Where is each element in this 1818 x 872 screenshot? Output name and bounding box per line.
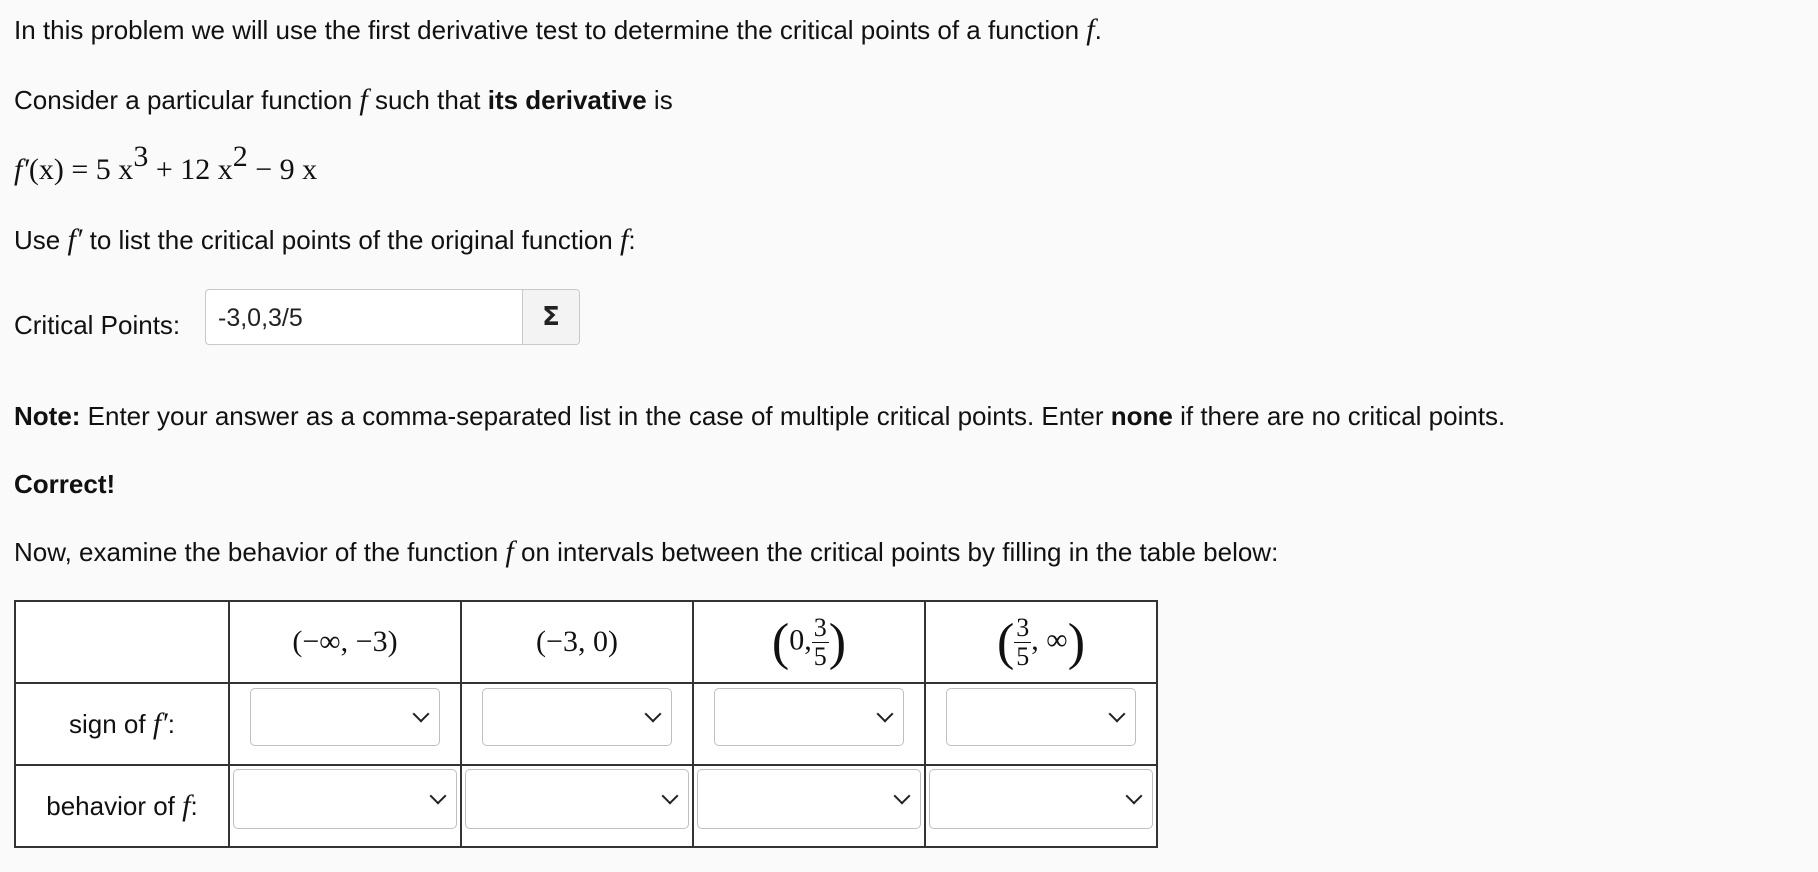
fraction-numerator: 3	[813, 612, 827, 642]
chevron-down-icon	[877, 706, 894, 723]
behavior-cell-1	[229, 765, 461, 847]
fraction	[812, 614, 829, 671]
formula-exponent: 2	[232, 140, 248, 173]
sign-select-3[interactable]	[714, 688, 904, 746]
math-f: f	[359, 83, 368, 116]
sign-cell-2	[461, 683, 693, 765]
intro-paragraph-1	[14, 14, 1102, 46]
math-fprime: f′	[14, 153, 29, 186]
behavior-select-4[interactable]	[929, 769, 1153, 829]
math-f: f	[619, 223, 629, 256]
interval-left: 0,	[789, 622, 812, 656]
fraction	[1014, 614, 1031, 671]
intro-paragraph-3	[14, 224, 636, 256]
paren-open: (	[771, 613, 790, 671]
formula-exponent: 3	[133, 140, 149, 173]
row-label-sign	[15, 683, 229, 765]
interval-header-2: (−3, 0)	[461, 601, 693, 683]
chevron-down-icon	[662, 788, 679, 805]
note-text: Enter your answer as a comma-separated list in the case of multiple critical points. Enter	[80, 401, 1111, 431]
note-label: Note:	[14, 401, 81, 431]
intro-text-end: .	[1094, 15, 1102, 45]
intro-text-end: is	[646, 85, 673, 115]
fraction-numerator: 3	[1016, 612, 1030, 642]
intro-text: Consider a particular function	[14, 85, 360, 115]
sign-cell-1	[229, 683, 461, 765]
table-header-row	[15, 601, 1157, 683]
math-f: f	[182, 789, 191, 822]
intro-bold: its derivative	[487, 85, 647, 115]
paren-close: )	[828, 613, 847, 671]
interval-header-4	[925, 601, 1157, 683]
behavior-cell-2	[461, 765, 693, 847]
row-label-colon: :	[190, 791, 198, 821]
intro-paragraph-2	[14, 84, 673, 116]
behavior-select-2[interactable]	[465, 769, 689, 829]
chevron-down-icon	[430, 788, 447, 805]
math-f: f	[505, 535, 514, 568]
examine-text-end: on intervals between the critical points by filling in the table below:	[513, 537, 1279, 567]
behavior-select-3[interactable]	[697, 769, 921, 829]
sign-select-4[interactable]	[946, 688, 1136, 746]
note-none: none	[1110, 401, 1173, 431]
critical-points-input[interactable]	[205, 289, 580, 345]
intro-text-end: :	[628, 225, 636, 255]
paren-close: )	[1067, 613, 1086, 671]
behavior-select-1[interactable]	[233, 769, 457, 829]
examine-paragraph	[14, 536, 1278, 568]
examine-text: Now, examine the behavior of the function	[14, 537, 506, 567]
behavior-cell-3	[693, 765, 925, 847]
interval-header-1: (−∞, −3)	[229, 601, 461, 683]
formula-part: + 12 x	[148, 153, 233, 186]
chevron-down-icon	[1126, 788, 1143, 805]
fraction-denominator: 5	[813, 641, 827, 671]
chevron-down-icon	[413, 706, 430, 723]
feedback-correct: Correct!	[14, 469, 116, 499]
intro-text: Use	[14, 225, 68, 255]
table-row-sign	[15, 683, 1157, 765]
derivative-formula	[14, 140, 318, 186]
behavior-cell-4	[925, 765, 1157, 847]
critical-points-label: Critical Points:	[14, 310, 181, 340]
note-text-end: if there are no critical points.	[1172, 401, 1506, 431]
critical-points-value[interactable]: -3,0,3/5	[218, 304, 303, 332]
chevron-down-icon	[894, 788, 911, 805]
row-label-text: sign of	[69, 709, 153, 739]
math-fprime: f′	[67, 223, 83, 256]
interval-header-3	[693, 601, 925, 683]
table-row-behavior	[15, 765, 1157, 847]
chevron-down-icon	[645, 706, 662, 723]
note-paragraph	[14, 400, 1505, 432]
interval-right: , ∞	[1031, 622, 1068, 656]
sigma-icon: Σ	[542, 302, 560, 332]
sign-select-2[interactable]	[482, 688, 672, 746]
formula-part: (x) = 5 x	[28, 153, 134, 186]
equation-editor-button[interactable]	[522, 290, 579, 344]
sign-cell-4	[925, 683, 1157, 765]
intro-text: In this problem we will use the first derivative test to determine the critical points of a function	[14, 15, 1087, 45]
sign-select-1[interactable]	[250, 688, 440, 746]
fraction-denominator: 5	[1016, 641, 1030, 671]
sign-cell-3	[693, 683, 925, 765]
intro-text: to list the critical points of the original function	[82, 225, 620, 255]
row-label-text: behavior of	[46, 791, 183, 821]
math-fprime: f′	[152, 707, 168, 740]
chevron-down-icon	[1109, 706, 1126, 723]
row-label-behavior	[15, 765, 229, 847]
table-corner-cell	[15, 601, 229, 683]
formula-part: − 9 x	[247, 153, 318, 186]
paren-open: (	[996, 613, 1015, 671]
math-f: f	[1086, 13, 1095, 46]
row-label-colon: :	[167, 709, 175, 739]
intro-text: such that	[367, 85, 488, 115]
behavior-table	[14, 600, 1158, 848]
